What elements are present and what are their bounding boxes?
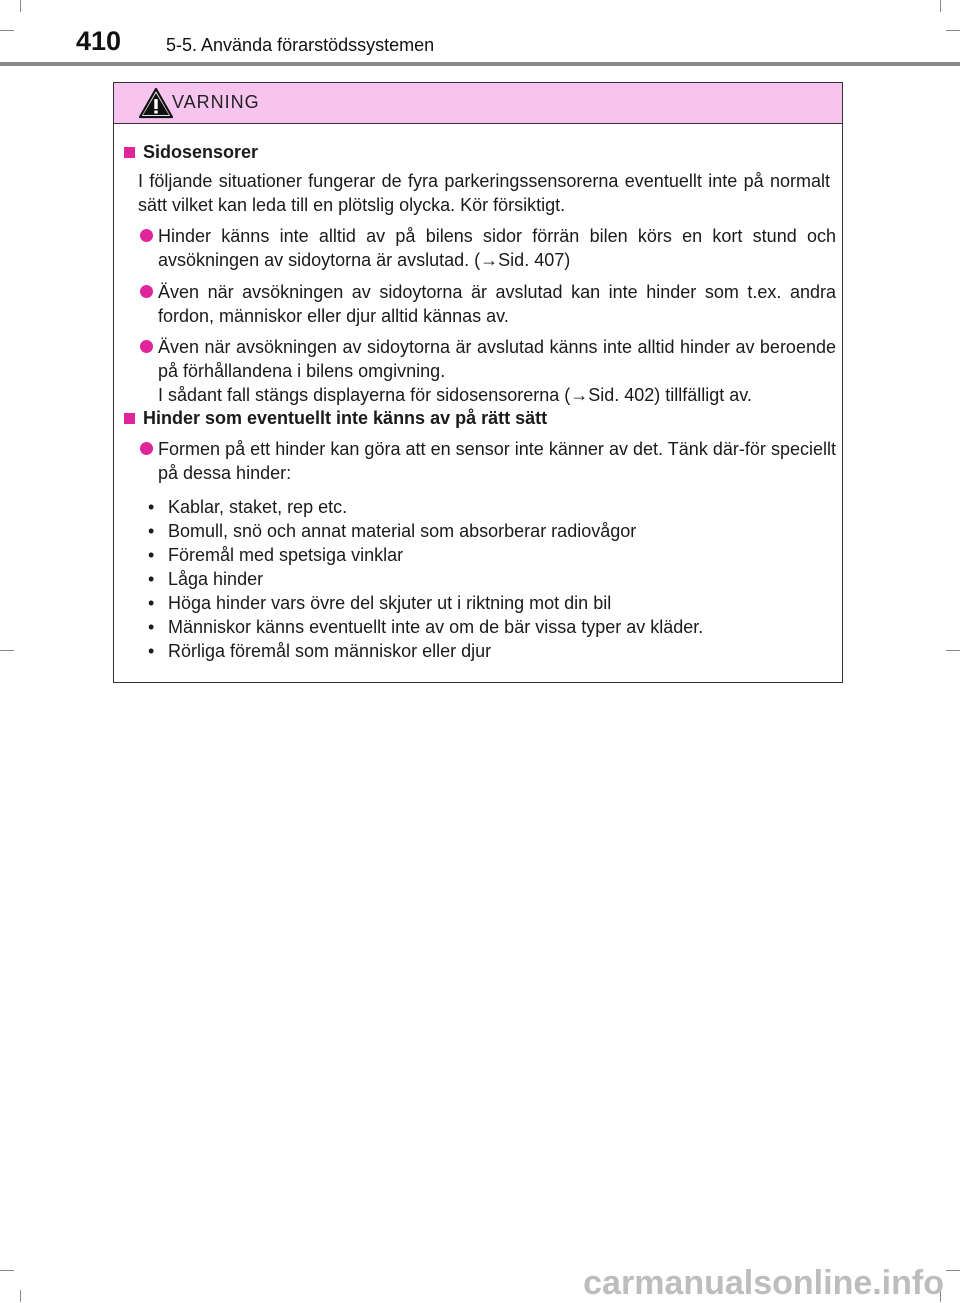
sub-list-item: • Låga hinder	[148, 569, 264, 589]
sub-list-item-text: Rörliga föremål som människor eller djur	[168, 641, 492, 661]
sub-list-item-text: Föremål med spetsiga vinklar	[168, 545, 404, 565]
warning-label: VARNING	[172, 92, 260, 112]
sub-list-item-text: Bomull, snö och annat material som absorberar radiovågor	[168, 521, 637, 541]
list-item-text: Även när avsökningen av sidoytorna är avslutad känns inte alltid hinder av beroende på förhållandena i bilens omgivning.	[158, 337, 836, 381]
warning-triangle-icon	[138, 87, 174, 119]
crop-mark	[946, 650, 960, 651]
sub-list-item-text: Människor känns eventuellt inte av om de bär vissa typer av kläder.	[168, 617, 704, 637]
sub-list-item: • Kablar, staket, rep etc.	[148, 497, 348, 517]
section-heading-text: Sidosensorer	[143, 142, 259, 162]
circle-bullet-icon	[140, 442, 153, 455]
sub-list-item-text: Låga hinder	[168, 569, 264, 589]
list-item-text: Formen på ett hinder kan göra att en sensor inte känner av det. Tänk där-för speciellt på dessa hinder:	[158, 439, 836, 483]
sub-list-item-text: Höga hinder vars övre del skjuter ut i riktning mot din bil	[168, 593, 612, 613]
crop-mark	[0, 1270, 14, 1271]
circle-bullet-icon	[140, 340, 153, 353]
list-item-text: Även när avsökningen av sidoytorna är avslutad kan inte hinder som t.ex. andra fordon, människor eller djur alltid kännas av.	[158, 282, 836, 326]
warning-box	[113, 82, 843, 683]
page-number: 410	[76, 26, 122, 56]
square-bullet-icon	[124, 413, 135, 424]
section-title: 5-5. Använda förarstödssystemen	[166, 35, 435, 55]
section-intro: I följande situationer fungerar de fyra parkeringssensorerna eventuellt inte på normalt sätt vilket kan leda till en plötslig olycka. Kör försiktigt.	[138, 171, 830, 215]
square-bullet-icon	[124, 147, 135, 158]
crop-mark	[20, 1290, 21, 1302]
sub-list-item: • Höga hinder vars övre del skjuter ut i riktning mot din bil	[148, 593, 612, 613]
circle-bullet-icon	[140, 229, 153, 242]
sub-list-item-text: Kablar, staket, rep etc.	[168, 497, 348, 517]
header-divider	[0, 62, 960, 66]
crop-mark	[0, 650, 14, 651]
list-item-text: Hinder känns inte alltid av på bilens sidor förrän bilen körs en kort stund och avsökningen av sidoytorna är avslutad. (→Sid. 407)	[158, 226, 836, 270]
watermark: carmanualsonline.info	[583, 1264, 944, 1302]
section-heading-text: Hinder som eventuellt inte känns av på rätt sätt	[143, 408, 548, 428]
section-heading	[124, 408, 547, 429]
page-header	[0, 0, 960, 66]
sub-list-item: • Människor känns eventuellt inte av om de bär vissa typer av kläder.	[148, 617, 704, 637]
crop-mark	[946, 1270, 960, 1271]
warning-header	[114, 83, 842, 124]
sub-list-item: • Rörliga föremål som människor eller djur	[148, 641, 492, 661]
warning-content	[114, 124, 842, 682]
list-item-note: I sådant fall stängs displayerna för sidosensorerna (→Sid. 402) tillfälligt av.	[158, 385, 752, 405]
sub-list-item: • Föremål med spetsiga vinklar	[148, 545, 404, 565]
circle-bullet-icon	[140, 285, 153, 298]
section-heading	[124, 142, 258, 163]
sub-list	[148, 495, 703, 663]
sub-list-item: • Bomull, snö och annat material som absorberar radiovågor	[148, 521, 637, 541]
